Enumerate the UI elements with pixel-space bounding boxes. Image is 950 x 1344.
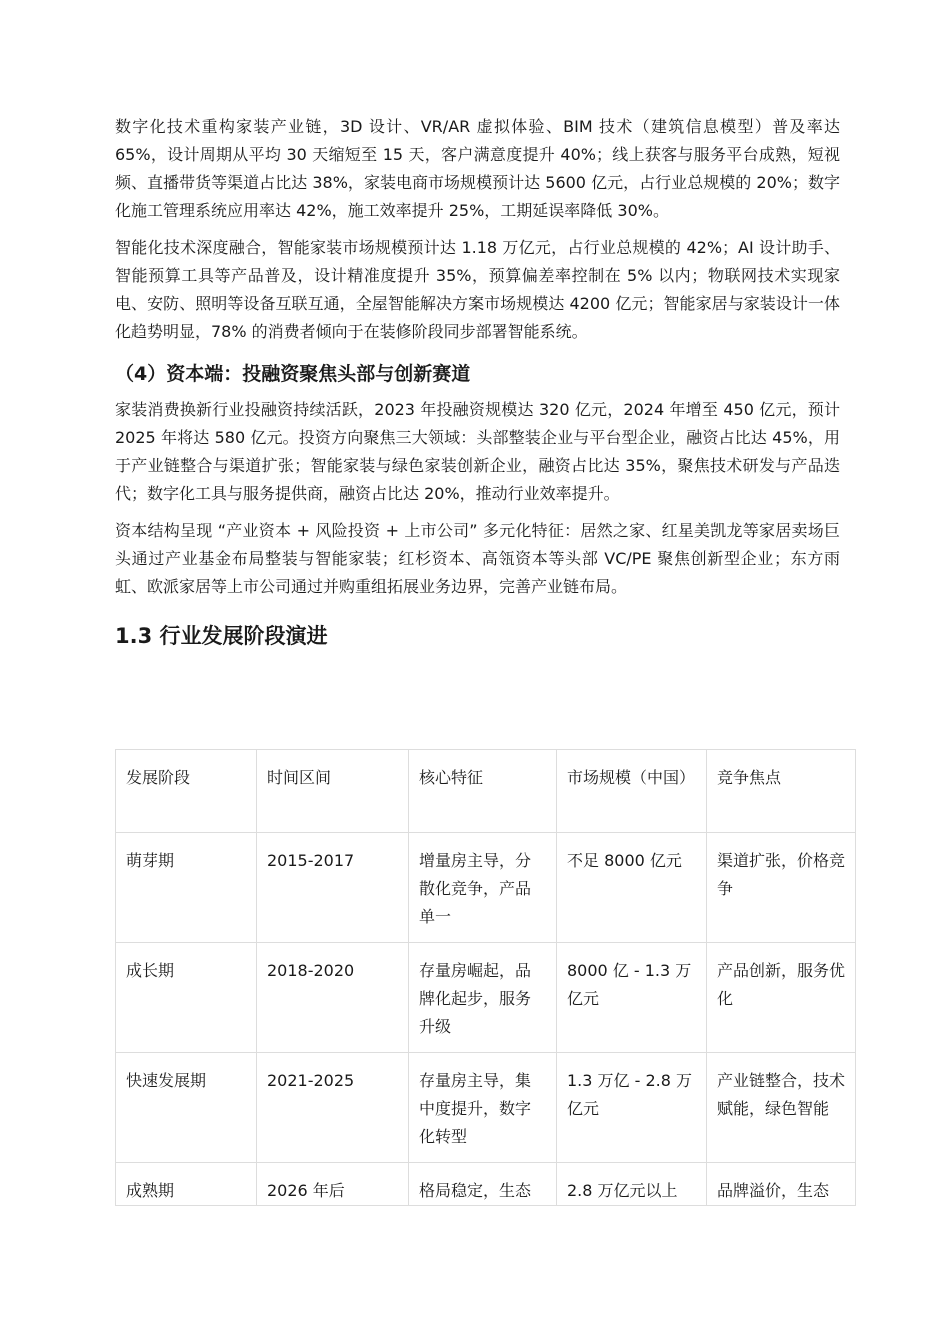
table-cell: 成长期 — [116, 943, 257, 1053]
table-cell: 1.3 万亿 - 2.8 万亿元 — [557, 1053, 707, 1163]
table-cell: 产品创新，服务优化 — [707, 943, 856, 1053]
header-period: 时间区间 — [257, 750, 409, 833]
table-cell: 存量房崛起，品牌化起步，服务升级 — [409, 943, 557, 1053]
table-cell: 快速发展期 — [116, 1053, 257, 1163]
table-cell: 存量房主导，集中度提升，数字化转型 — [409, 1053, 557, 1163]
paragraph-smart-tech: 智能化技术深度融合，智能家装市场规模预计达 1.18 万亿元，占行业总规模的 42%；AI 设计助手、智能预算工具等产品普及，设计精准度提升 35%，预算偏差率控制在 5% 以内；物联网技术实现家电、安防、照明等设备互联互通，全屋智能解决方案市场规模达 4200 亿元；智能家居与家装设计一体化趋势明显，78% 的消费者倾向于在装修阶段同步部署智能系统。 — [115, 238, 840, 341]
header-features: 核心特征 — [409, 750, 557, 833]
capital-section-heading: （4）资本端：投融资聚焦头部与创新赛道 — [115, 363, 471, 385]
table-cell: 2015-2017 — [257, 833, 409, 943]
table-cell: 渠道扩张，价格竞争 — [707, 833, 856, 943]
table-cell: 不足 8000 亿元 — [557, 833, 707, 943]
table-cell: 2.8 万亿元以上 — [557, 1163, 707, 1206]
table-cell: 成熟期 — [116, 1163, 257, 1206]
table-cell: 产业链整合，技术赋能，绿色智能 — [707, 1053, 856, 1163]
table-cell: 2026 年后 — [257, 1163, 409, 1206]
table-row — [116, 1053, 856, 1163]
header-stage: 发展阶段 — [116, 750, 257, 833]
table-cell: 格局稳定，生态 — [409, 1163, 557, 1206]
document-body — [115, 113, 840, 651]
paragraph-digital-tech: 数字化技术重构家装产业链，3D 设计、VR/AR 虚拟体验、BIM 技术（建筑信息模型）普及率达 65%，设计周期从平均 30 天缩短至 15 天，客户满意度提升 40%；线上获客与服务平台成熟，短视频、直播带货等渠道占比达 38%，家装电商市场规模预计达 5600 亿元，占行业总规模的 20%；数字化施工管理系统应用率达 42%，施工效率提升 25%，工期延误率降低 30%。 — [115, 117, 840, 220]
table-row — [116, 943, 856, 1053]
table-row — [116, 833, 856, 943]
header-market-size: 市场规模（中国） — [557, 750, 707, 833]
table-row — [116, 1163, 856, 1206]
paragraph-investment: 家装消费换新行业投融资持续活跃，2023 年投融资规模达 320 亿元，2024 年增至 450 亿元，预计 2025 年将达 580 亿元。投资方向聚焦三大领域：头部整装企业与平台型企业，融资占比达 45%，用于产业链整合与渠道扩张；智能家装与绿色家装创新企业，融资占比达 35%，聚焦技术研发与产品迭代；数字化工具与服务提供商，融资占比达 20%，推动行业效率提升。 — [115, 400, 840, 503]
table-cell: 增量房主导，分散化竞争，产品单一 — [409, 833, 557, 943]
stages-table — [115, 749, 856, 1206]
table-cell: 2018-2020 — [257, 943, 409, 1053]
paragraph-capital-structure: 资本结构呈现 “产业资本 + 风险投资 + 上市公司” 多元化特征：居然之家、红星美凯龙等家居卖场巨头通过产业基金布局整装与智能家装；红杉资本、高瓴资本等头部 VC/PE 聚焦创新型企业；东方雨虹、欧派家居等上市公司通过并购重组拓展业务边界，完善产业链布局。 — [115, 521, 840, 596]
table-cell: 萌芽期 — [116, 833, 257, 943]
table-header-row — [116, 750, 856, 833]
header-competition: 竞争焦点 — [707, 750, 856, 833]
section-title: 1.3 行业发展阶段演进 — [115, 624, 328, 648]
table-cell: 品牌溢价，生态 — [707, 1163, 856, 1206]
table-cell: 2021-2025 — [257, 1053, 409, 1163]
table-cell: 8000 亿 - 1.3 万亿元 — [557, 943, 707, 1053]
